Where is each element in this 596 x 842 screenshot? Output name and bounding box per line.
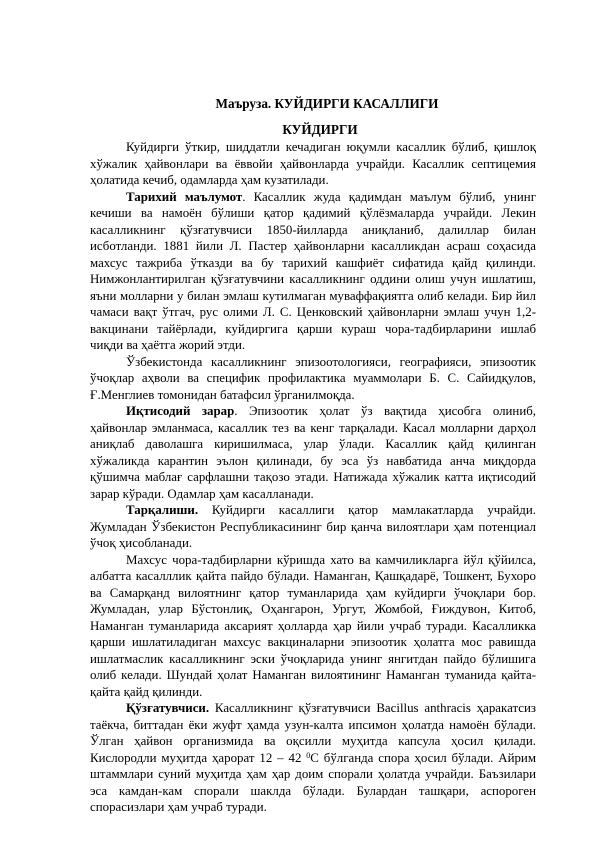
paragraph-distribution xyxy=(90,502,536,552)
paragraph-lead: Иқтисодий зарар xyxy=(126,404,235,418)
document-page xyxy=(90,96,536,816)
paragraph-text: Махсус чора-тадбирларни кўришда хато ва камчиликларга йўл қўйилса, албатта касалллик қайта пайдо бўлади. Наманган, Қашқадарё, Тошкент, Бухоро ва Самарқанд вилоятнинг қатор туманларида ҳам куйдирги ўчоқлари бор. Жумладан, улар Бўстонлиқ, Оҳангарон, Ургут, Жомбой, Ғиждувон, Китоб, Наманган туманларида аксарият ҳолларда ҳар йили учраб туради. Касалликка қарши ишлатиладиган махсус вакциналарни эпизоотик ҳолатга мос равишда ишлатмаслик касалликнинг эски ўчоқларида унинг янгитдан пайдо бўлишига олиб келади. Шундай ҳолат Наманган вилоятининг Наманган туманида қайта-қайта қайд қилинди. xyxy=(90,552,536,699)
paragraph-text: Куйдирги ўткир, шиддатли кечадиган юқумли касаллик бўлиб, қишлоқ хўжалик ҳайвонлари ва ёввойи ҳайвонларда учрайди. Касаллик септицемия ҳолатида кечиб, одамларда ҳам кузатилади. xyxy=(90,140,536,187)
paragraph-text: . Эпизоотик ҳолат ўз вақтида ҳисобга олиниб, ҳайвонлар эмланмаса, касаллик тез ва кенг тарқалади. Касал молларни дарҳол аниқлаб даволашга киришилмаса, улар ўлади. Касаллик қайд қилинган хўжаликда карантин эълон қилинади, бу эса ўз навбатида анча миқдорда қўшимча маблағ сарфлашни тақозо этади. Натижада хўжалик катта иқтисодий зарар кўради. Одамлар ҳам касалланади. xyxy=(90,404,537,501)
section-title: КУЙДИРГИ xyxy=(282,121,358,137)
paragraph-history xyxy=(90,189,536,354)
paragraph-lead: Қўзғатувчиси. xyxy=(126,701,210,715)
paragraph-text: Касалликнинг қўзғатувчиси Bacillus anthracis ҳаракатсиз таёкча, биттадан ёки жуфт ҳамда узун-калта ипсимон ҳолатда намоён бўлади. Ўлган ҳайвон организмида ва оқсилли муҳитда капсула ҳосил қилади. Кислородли муҳитда ҳарорат 12 – 42 xyxy=(90,701,536,765)
paragraph-intro xyxy=(90,139,536,189)
paragraph-text: Ўзбекистонда касалликнинг эпизоотологияси, географияси, эпизоотик ўчоқлар аҳволи ва специфик профилактика муаммолари Б. С. Сайидқулов, Ғ.Менглиев томонидан батафсил ўрганилмоқда. xyxy=(90,354,536,402)
paragraph-lead: Тарқалиши. xyxy=(126,503,199,517)
paragraph-uzbekistan-research xyxy=(90,354,536,404)
lecture-title: Маъруза. КУЙДИРГИ КАСАЛЛИГИ xyxy=(215,96,439,111)
paragraph-pathogen xyxy=(90,700,536,816)
degree-superscript: 0 xyxy=(306,750,311,760)
paragraph-economic-damage xyxy=(90,403,536,502)
paragraph-text: . Касаллик жуда қадимдан маълум бўлиб, унинг кечиши ва намоён бўлиши қатор қадимий қўлёзмаларда учрайди. Лекин касалликнинг қўзғатувчиси 1850-йилларда аниқланиб, далиллар билан исботланди. 1881 йили Л. Пастер ҳайвонларни касалликдан асраш соҳасида махсус тажриба ўтказди ва бу тарихий кашфиёт сифатида қайд қилинди. Нимжонлантирилган қўзғатувчини касалликнинг оддини олиш учун ишлатиш, яъни молларни у билан эмлаш кутилмаган муваффақиятга олиб келади. Бир йил чамаси вақт ўтгач, рус олими Л. С. Ценковский ҳайвонларни эмлаш учун 1,2-вакцинани тайёрлади, куйдиргига қарши кураш чора-тадбирларини ишлаб чиқди ва ҳаётга жорий этди. xyxy=(90,189,536,352)
paragraph-text: Куйдирги касаллиги қатор мамлакатларда учрайди. Жумладан Ўзбекистон Республикасининг бир қанча вилоятлари ҳам потенциал ўчоқ ҳисобланади. xyxy=(90,503,536,550)
paragraph-text-continued: С бўлганда спора ҳосил бўлади. Айрим штаммлари суний муҳитда ҳам ҳар доим спорали ҳолатда учрайди. Баъзилари эса камдан-кам спорали шаклда бўлади. Булардан ташқари, аспороген спорасизлари ҳам учраб туради. xyxy=(90,750,536,814)
paragraph-lead: Тарихий маълумот xyxy=(126,189,243,204)
paragraph-outbreaks xyxy=(90,552,536,701)
